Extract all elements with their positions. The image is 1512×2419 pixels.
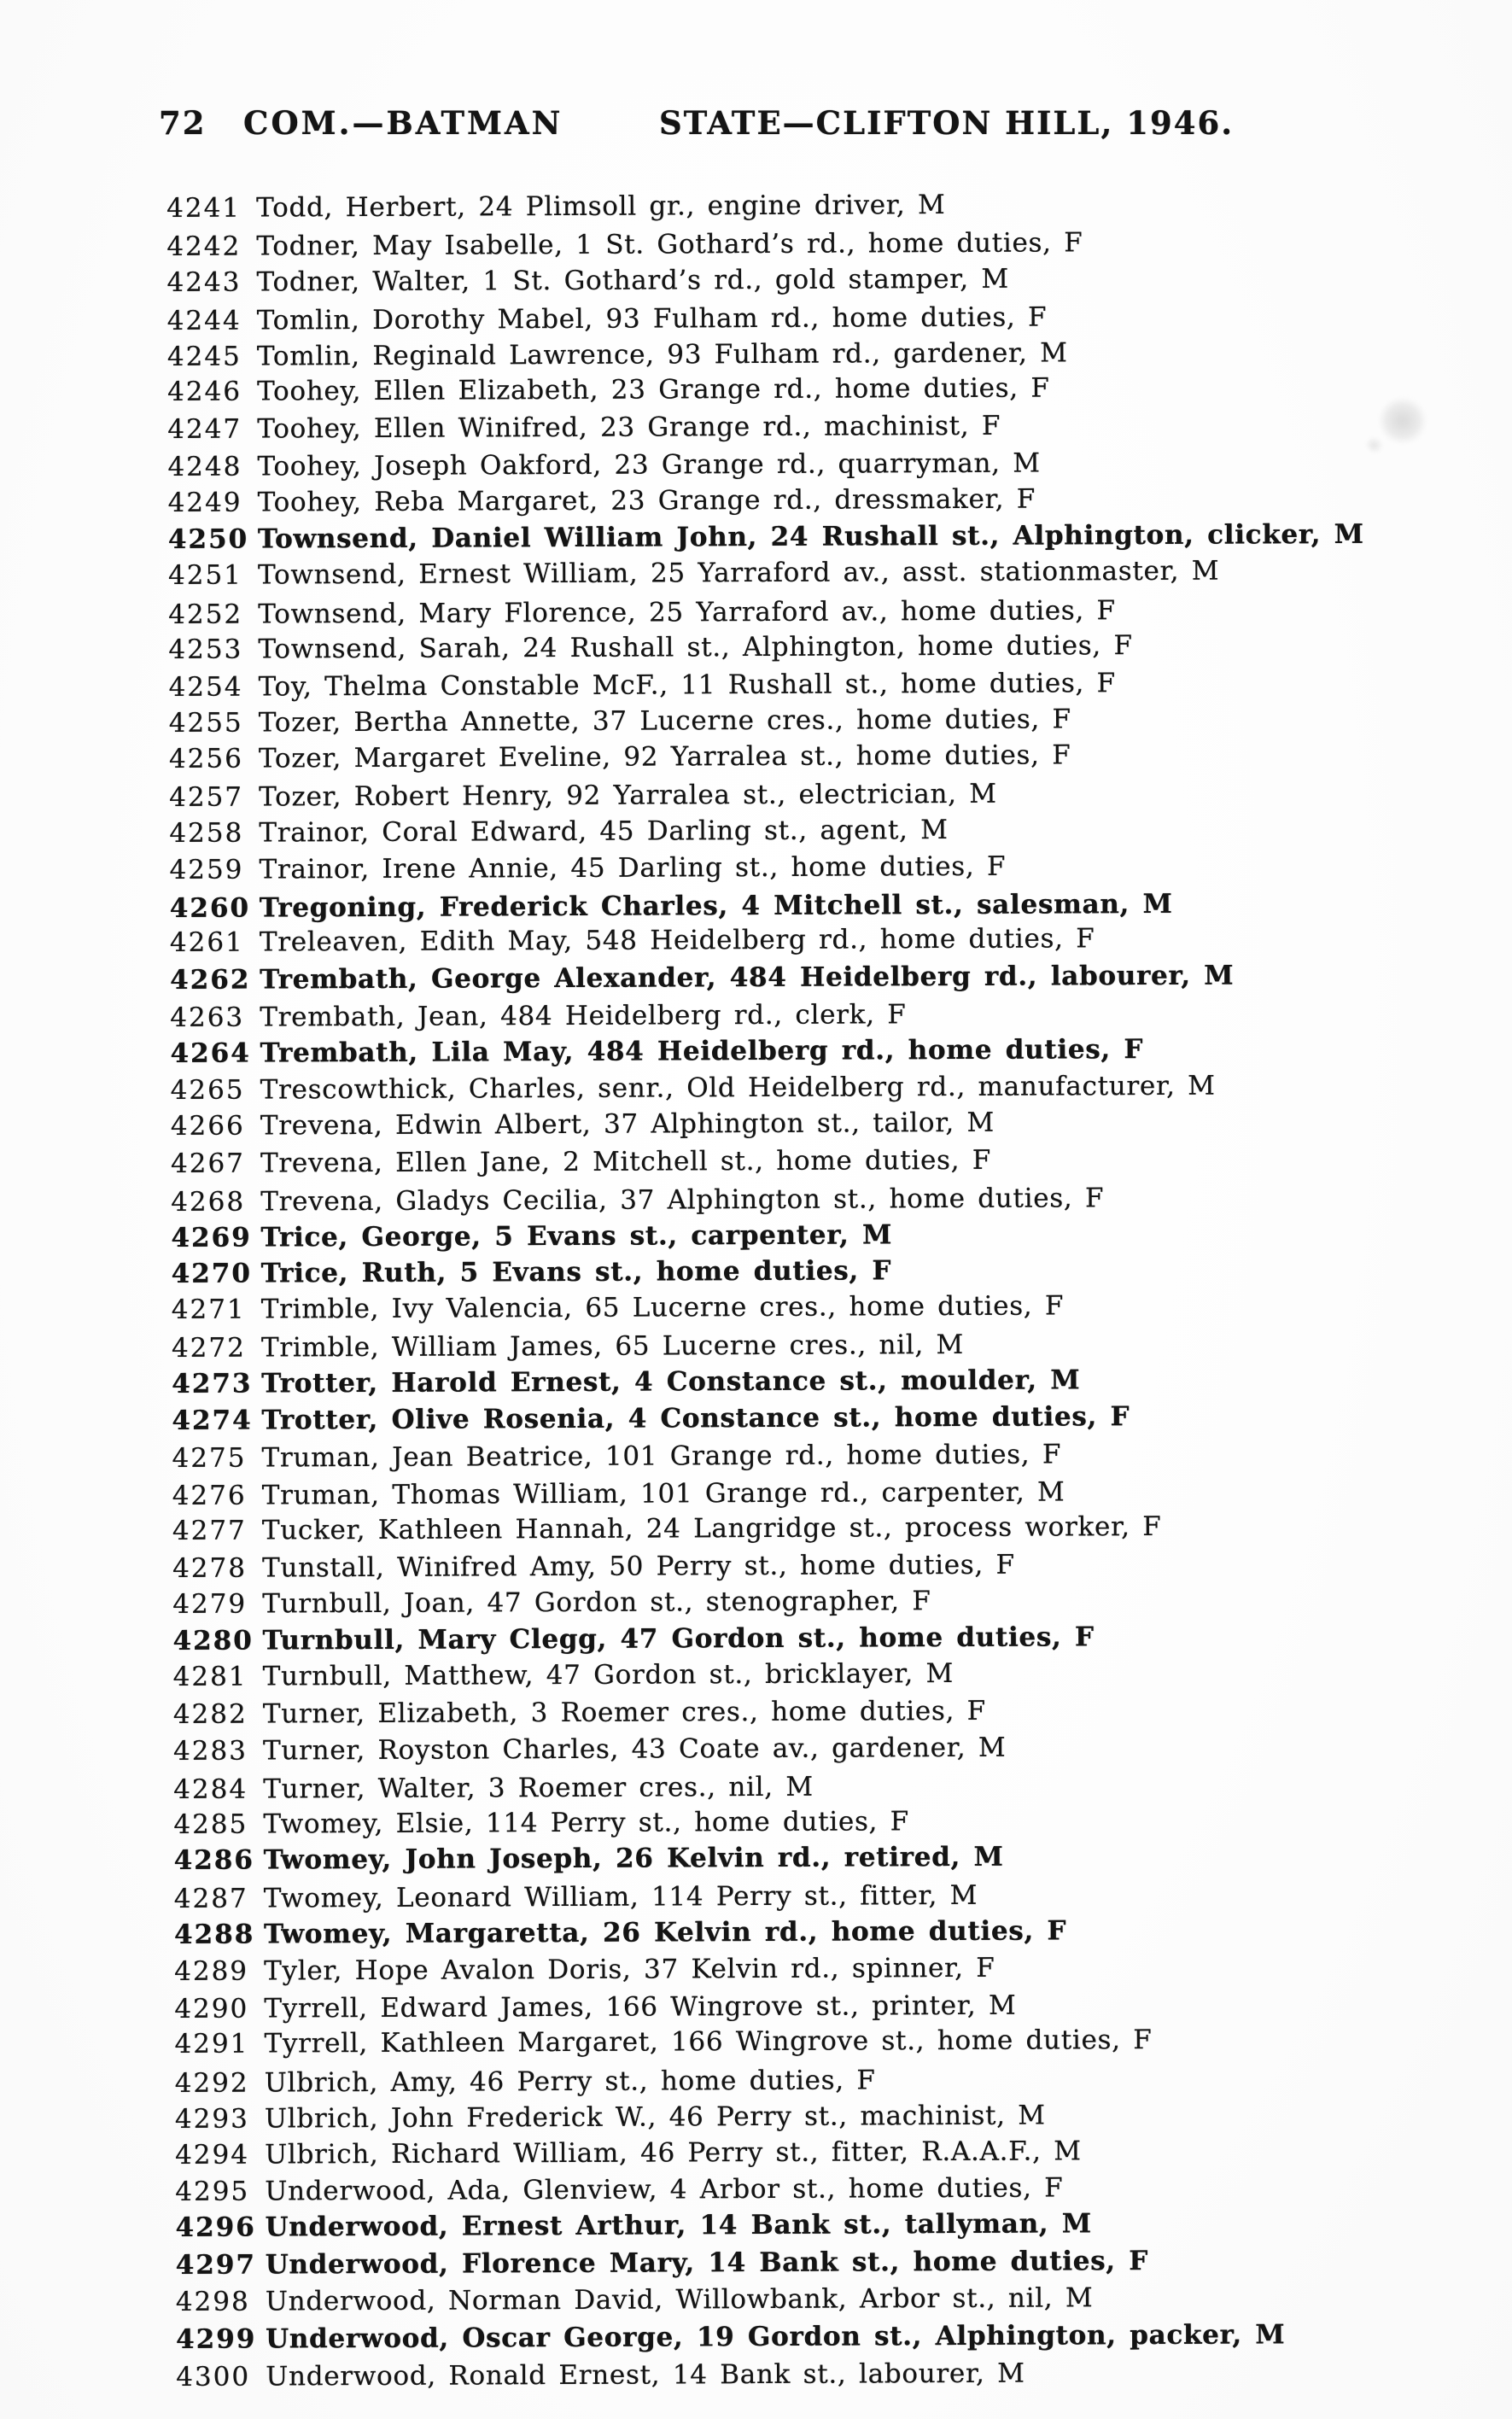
entry-number: 4246: [166, 376, 242, 407]
entry-text: Ulbrich, Amy, 46 Perry st., home duties, F: [264, 2065, 876, 2099]
roll-entry: [172, 1287, 1368, 1329]
entry-text: Underwood, Ada, Glenview, 4 Arbor st., home duties, F: [265, 2172, 1064, 2207]
entry-number: 4285: [173, 1808, 248, 1840]
entry-text: Tomlin, Dorothy Mabel, 93 Fulham rd., home duties, F: [256, 301, 1048, 336]
entry-text: Underwood, Ernest Arthur, 14 Bank st., tallyman, M: [265, 2208, 1092, 2243]
roll-entry: [169, 847, 1365, 889]
roll-entry: [173, 1838, 1369, 1879]
entry-number: 4283: [172, 1735, 248, 1767]
roll-entry: [175, 2169, 1371, 2211]
entry-number: 4252: [168, 599, 243, 630]
entry-text: Trainor, Irene Annie, 45 Darling st., home duties, F: [259, 850, 1007, 885]
roll-entry: [167, 406, 1363, 448]
entry-text: Truman, Thomas William, 101 Grange rd., carpenter, M: [261, 1476, 1065, 1511]
entry-text: Trembath, Jean, 484 Heidelberg rd., clerk, F: [260, 999, 907, 1033]
roll-entry: [167, 369, 1363, 411]
entry-text: Trescowthick, Charles, senr., Old Heidelberg rd., manufacturer, M: [260, 1070, 1216, 1106]
roll-entry: [172, 1473, 1369, 1515]
entry-number: 4262: [169, 964, 251, 996]
roll-entry: [168, 480, 1364, 522]
roll-entry: [168, 517, 1364, 558]
entry-number: 4241: [166, 192, 242, 224]
entry-text: Trotter, Harold Ernest, 4 Constance st., moulder, M: [261, 1364, 1081, 1399]
entry-text: Turnbull, Joan, 47 Gordon st., stenographer, F: [262, 1586, 931, 1620]
roll-entry: [172, 1508, 1369, 1550]
entry-number: 4268: [171, 1186, 246, 1218]
entry-text: Trimble, William James, 65 Lucerne cres., nil, M: [260, 1329, 964, 1364]
entry-text: Turnbull, Matthew, 47 Gordon st., bricklayer, M: [262, 1657, 954, 1692]
roll-entry: [168, 552, 1364, 594]
entry-number: 4242: [166, 231, 242, 262]
entry-number: 4254: [168, 671, 243, 703]
roll-entry: [175, 2132, 1371, 2174]
roll-entry: [176, 2354, 1372, 2396]
entry-number: 4273: [172, 1368, 253, 1399]
roll-entry: [170, 957, 1366, 999]
entry-text: Tozer, Bertha Annette, 37 Lucerne cres., home duties, F: [258, 704, 1071, 739]
entry-text: Underwood, Ronald Ernest, 14 Bank st., labourer, M: [266, 2358, 1025, 2393]
entry-text: Underwood, Florence Mary, 14 Bank st., home duties, F: [265, 2246, 1148, 2281]
entry-number: 4243: [166, 266, 242, 298]
entry-text: Trevena, Edwin Albert, 37 Alphington st., tailor, M: [260, 1107, 995, 1142]
entry-number: 4280: [172, 1625, 254, 1656]
entry-number: 4264: [170, 1037, 251, 1069]
entry-number: 4276: [172, 1480, 247, 1511]
roll-entry: [171, 1141, 1367, 1183]
entry-text: Tyrrell, Edward James, 166 Wingrove st., printer, M: [264, 1990, 1017, 2025]
entry-number: 4269: [171, 1222, 252, 1253]
roll-entry: [171, 1067, 1367, 1109]
roll-entry: [175, 2205, 1371, 2247]
entry-text: Turner, Walter, 3 Roemer cres., nil, M: [263, 1771, 814, 1805]
entry-number: 4255: [168, 707, 243, 739]
entry-number: 4294: [174, 2139, 250, 2171]
roll-entry: [172, 1545, 1369, 1587]
entry-text: Tozer, Margaret Eveline, 92 Yarralea st., home duties, F: [258, 739, 1071, 774]
entry-number: 4245: [166, 341, 242, 372]
entry-text: Twomey, Margaretta, 26 Kelvin rd., home duties, F: [263, 1915, 1067, 1950]
roll-entry: [167, 298, 1363, 340]
entry-number: 4298: [175, 2286, 250, 2317]
entry-text: Todner, Walter, 1 St. Gothard’s rd., gold stamper, M: [256, 263, 1009, 298]
roll-entry: [172, 1435, 1368, 1477]
entry-text: Ulbrich, Richard William, 46 Perry st., fitter, R.A.A.F., M: [264, 2136, 1082, 2171]
division-title: COM.—BATMAN: [243, 104, 563, 142]
entry-text: Toohey, Ellen Elizabeth, 23 Grange rd., home duties, F: [256, 372, 1050, 407]
roll-entry: [172, 1361, 1368, 1403]
entry-number: 4270: [171, 1258, 252, 1289]
entry-text: Toohey, Joseph Oakford, 23 Grange rd., quarryman, M: [257, 447, 1041, 482]
entry-text: Todner, May Isabelle, 1 St. Gothard’s rd., home duties, F: [256, 227, 1083, 262]
roll-entry: [166, 224, 1363, 266]
entry-number: 4256: [168, 743, 243, 774]
entry-text: Underwood, Oscar George, 19 Gordon st., Alphington, packer, M: [265, 2319, 1286, 2355]
entry-text: Twomey, Elsie, 114 Perry st., home duties, F: [263, 1806, 909, 1840]
roll-entry: [169, 736, 1365, 778]
entry-number: 4293: [174, 2103, 249, 2135]
roll-entry: [173, 1728, 1369, 1770]
entry-number: 4288: [173, 1919, 255, 1950]
entry-text: Underwood, Norman David, Willowbank, Arbor st., nil, M: [265, 2282, 1094, 2317]
entry-text: Townsend, Mary Florence, 25 Yarraford av., home duties, F: [258, 595, 1116, 630]
entry-number: 4259: [169, 854, 244, 885]
entry-number: 4248: [167, 451, 242, 482]
roll-entry: [168, 664, 1364, 706]
roll-entry: [169, 700, 1365, 742]
entry-number: 4282: [172, 1698, 248, 1730]
roll-entry: [171, 1251, 1367, 1293]
roll-entry: [174, 1876, 1370, 1918]
roll-entry: [175, 2096, 1371, 2138]
entry-text: Townsend, Daniel William John, 24 Rushall st., Alphington, clicker, M: [257, 518, 1364, 555]
roll-entry: [176, 2242, 1372, 2284]
entry-text: Trembath, Lila May, 484 Heidelberg rd., home duties, F: [260, 1034, 1144, 1069]
entry-text: Tyrrell, Kathleen Margaret, 166 Wingrove st., home duties, F: [264, 2024, 1153, 2060]
entry-number: 4292: [174, 2067, 249, 2099]
entry-text: Treleaven, Edith May, 548 Heidelberg rd., home duties, F: [259, 923, 1095, 958]
entry-text: Turner, Royston Charles, 43 Coate av., gardener, M: [262, 1732, 1007, 1767]
entry-text: Trimble, Ivy Valencia, 65 Lucerne cres., home duties, F: [260, 1290, 1065, 1325]
entry-text: Toohey, Ellen Winifred, 23 Grange rd., machinist, F: [257, 410, 1001, 445]
entry-text: Ulbrich, John Frederick W., 46 Perry st., machinist, M: [264, 2100, 1046, 2135]
entry-text: Truman, Jean Beatrice, 101 Grange rd., home duties, F: [261, 1439, 1062, 1474]
entry-text: Turnbull, Mary Clegg, 47 Gordon st., home duties, F: [262, 1621, 1095, 1656]
roll-entry: [176, 2317, 1372, 2358]
roll-entry: [174, 2021, 1370, 2063]
entry-number: 4271: [171, 1294, 246, 1325]
roll-entry: [167, 444, 1363, 486]
entry-number: 4261: [169, 926, 244, 958]
entry-text: Tozer, Robert Henry, 92 Yarralea st., electrician, M: [259, 778, 997, 813]
entry-text: Toohey, Reba Margaret, 23 Grange rd., dressmaker, F: [257, 483, 1036, 518]
entry-number: 4263: [170, 1002, 245, 1033]
entry-number: 4297: [175, 2249, 256, 2281]
entry-number: 4265: [170, 1074, 245, 1106]
roll-entry: [171, 1179, 1367, 1221]
roll-entry: [170, 1031, 1366, 1072]
entry-number: 4249: [167, 487, 242, 518]
roll-entry: [166, 185, 1363, 227]
entry-text: Twomey, John Joseph, 26 Kelvin rd., retired, M: [263, 1841, 1004, 1876]
entry-number: 4250: [167, 523, 249, 555]
entry-text: Townsend, Sarah, 24 Rushall st., Alphington, home duties, F: [258, 630, 1133, 665]
roll-entry: [168, 592, 1364, 634]
entry-text: Twomey, Leonard William, 114 Perry st., fitter, M: [263, 1879, 978, 1914]
entry-number: 4287: [173, 1883, 248, 1914]
entry-number: 4295: [175, 2176, 250, 2207]
entry-text: Toy, Thelma Constable McF., 11 Rushall st., home duties, F: [258, 668, 1116, 703]
roll-entry: [172, 1325, 1368, 1367]
entry-number: 4277: [172, 1515, 247, 1546]
roll-entry: [170, 995, 1366, 1037]
entry-number: 4247: [167, 413, 242, 445]
roll-entry: [171, 1215, 1367, 1257]
entry-text: Tregoning, Frederick Charles, 4 Mitchell st., salesman, M: [259, 888, 1173, 924]
entry-number: 4300: [176, 2361, 251, 2393]
entry-text: Trainor, Coral Edward, 45 Darling st., agent, M: [259, 815, 949, 849]
entry-number: 4289: [174, 1955, 249, 1987]
entry-number: 4272: [171, 1332, 246, 1364]
entry-text: Trice, George, 5 Evans st., carpenter, M: [260, 1219, 892, 1253]
entry-number: 4284: [173, 1773, 248, 1805]
entry-number: 4258: [169, 817, 244, 849]
entry-text: Trotter, Olive Rosenia, 4 Constance st., home duties, F: [261, 1401, 1130, 1436]
scan-smudge: [1362, 387, 1435, 463]
entry-number: 4267: [170, 1148, 245, 1179]
roll-entry: [173, 1767, 1369, 1808]
roll-entry: [173, 1654, 1369, 1696]
roll-entry: [172, 1581, 1369, 1623]
entry-text: Trevena, Gladys Cecilia, 37 Alphington st., home duties, F: [260, 1183, 1105, 1218]
roll-entry: [169, 810, 1365, 852]
state-district-title: STATE—CLIFTON HILL, 1946.: [659, 104, 1235, 142]
roll-entry: [175, 2060, 1371, 2102]
roll-entry: [172, 1398, 1368, 1440]
entry-text: Tomlin, Reginald Lawrence, 93 Fulham rd., gardener, M: [256, 337, 1068, 372]
entry-text: Todd, Herbert, 24 Plimsoll gr., engine driver, M: [256, 190, 946, 224]
entry-number: 4274: [172, 1405, 253, 1436]
roll-entry: [174, 1949, 1370, 1990]
entry-text: Townsend, Ernest William, 25 Yarraford av., asst. stationmaster, M: [257, 555, 1220, 591]
entry-text: Trice, Ruth, 5 Evans st., home duties, F: [260, 1255, 892, 1289]
roll-entry: [166, 260, 1363, 301]
roll-entry: [169, 774, 1365, 816]
entry-number: 4290: [174, 1993, 249, 2025]
roll-entry: [172, 1618, 1369, 1660]
entry-text: Trembath, George Alexander, 484 Heidelberg rd., labourer, M: [259, 960, 1235, 996]
entry-number: 4299: [175, 2323, 257, 2355]
entry-number: 4286: [173, 1844, 254, 1876]
roll-entry: [168, 627, 1364, 669]
entry-number: 4266: [170, 1110, 245, 1142]
entry-list: [166, 186, 1372, 2394]
entry-number: 4251: [167, 559, 242, 591]
entry-text: Tyler, Hope Avalon Doris, 37 Kelvin rd., spinner, F: [264, 1952, 995, 1987]
entry-text: Turner, Elizabeth, 3 Roemer cres., home duties, F: [262, 1695, 986, 1730]
entry-number: 4260: [169, 892, 251, 924]
entry-number: 4296: [175, 2212, 256, 2243]
entry-number: 4279: [172, 1588, 248, 1620]
roll-entry: [176, 2279, 1372, 2321]
entry-number: 4278: [172, 1552, 248, 1584]
entry-number: 4244: [166, 305, 242, 336]
entry-text: Tucker, Kathleen Hannah, 24 Langridge st., process worker, F: [261, 1510, 1162, 1546]
roll-entry: [173, 1802, 1369, 1843]
page-number: 72: [159, 104, 207, 142]
entry-text: Trevena, Ellen Jane, 2 Mitchell st., home duties, F: [260, 1144, 992, 1179]
entry-number: 4275: [172, 1442, 247, 1474]
entry-number: 4253: [168, 634, 243, 665]
entry-number: 4291: [174, 2028, 249, 2060]
entry-number: 4281: [172, 1661, 248, 1692]
roll-entry: [170, 920, 1366, 961]
roll-entry: [171, 1103, 1367, 1145]
entry-number: 4257: [169, 781, 244, 813]
entry-text: Tunstall, Winifred Amy, 50 Perry st., home duties, F: [261, 1549, 1015, 1584]
roll-entry: [174, 1912, 1370, 1954]
roll-entry: [173, 1692, 1369, 1733]
